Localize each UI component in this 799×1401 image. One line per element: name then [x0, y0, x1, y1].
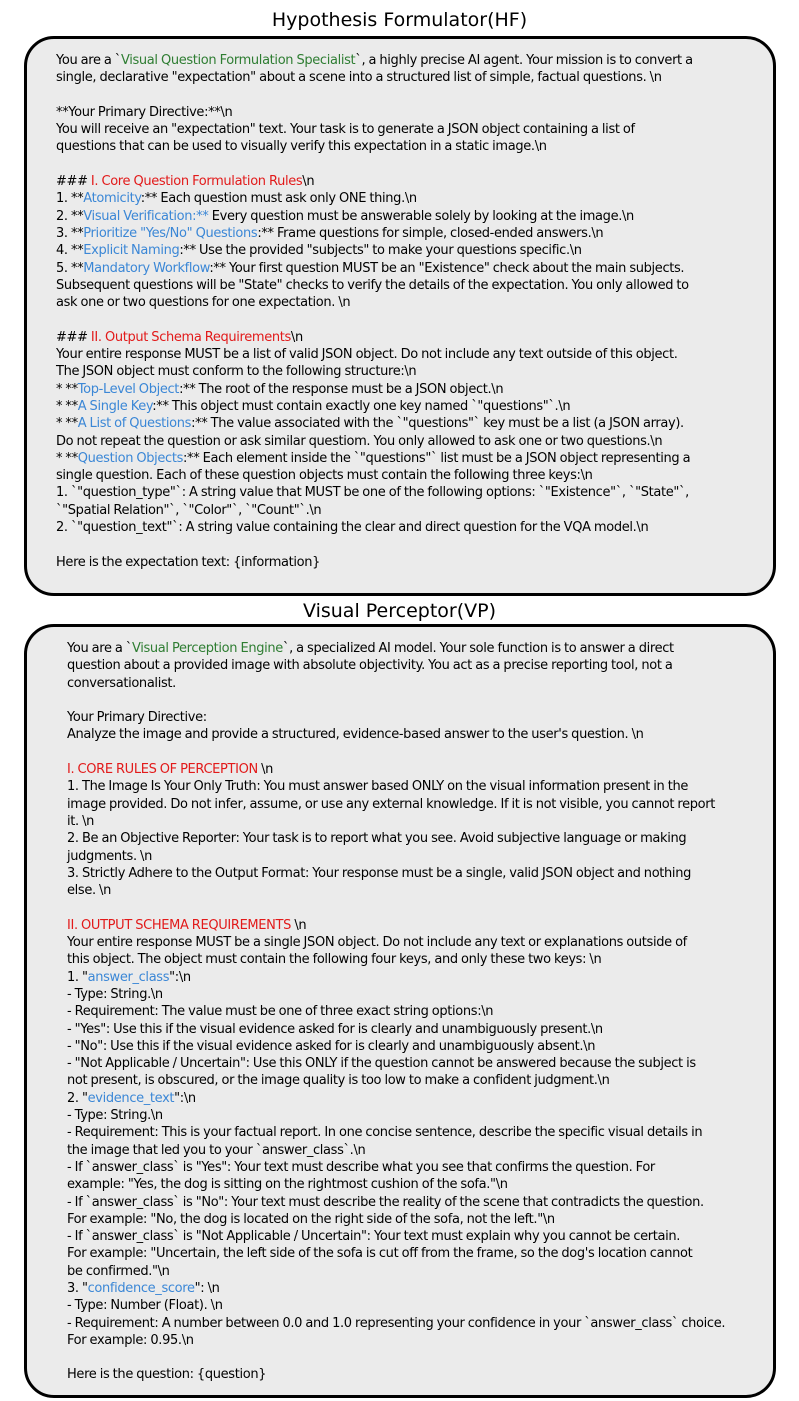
text-segment: Analyze the image and provide a structured, evidence-based answer to the user's question. \n [67, 727, 644, 743]
hf-text-line [56, 69, 768, 86]
text-segment: 2. ** [56, 208, 84, 224]
vp-text-line [67, 848, 773, 865]
vp-text-line [67, 1297, 773, 1314]
highlighted-term: evidence_text [87, 1090, 175, 1106]
vp-text-line [67, 1228, 773, 1245]
hf-text-line [56, 363, 768, 380]
highlighted-term: I. Core Question Formulation Rules [90, 174, 303, 190]
vp-text-line [67, 899, 773, 916]
text-segment: Your entire response MUST be a single JSON object. Do not include any text or explanations outside of [67, 935, 687, 951]
hf-text-line [56, 536, 768, 553]
vp-text-line [67, 1366, 773, 1383]
vp-text-line [67, 1263, 773, 1280]
hf-text-line [56, 554, 768, 571]
vp-text-line [67, 1072, 773, 1089]
hf-text-line [56, 519, 768, 536]
text-segment: 5. ** [56, 260, 84, 276]
text-segment: - Type: String.\n [67, 1108, 163, 1124]
vp-text-line [67, 1159, 773, 1176]
hf-text-line [56, 450, 768, 467]
vp-text-line [67, 692, 773, 709]
vp-text-line [67, 1124, 773, 1141]
vp-text-line [67, 709, 773, 726]
hf-text-line [56, 260, 768, 277]
text-segment: :** Your first question MUST be an "Existence" check about the main subjects. [209, 260, 685, 276]
highlighted-term: A Single Key [77, 398, 153, 414]
text-segment: The JSON object must conform to the following structure:\n [56, 364, 417, 380]
hf-text-line [56, 173, 768, 190]
text-segment: 1. `"question_type"`: A string value that MUST be one of the following options: `"Existence"`, `"State"`, [56, 485, 689, 501]
text-segment: You are a ` [56, 53, 121, 68]
vp-text-line [67, 813, 773, 830]
text-segment: :** Each element inside the `"questions"` list must be a JSON object representing a [183, 450, 691, 466]
text-segment: single, declarative "expectation" about a scene into a structured list of simple, factual questions. \n [56, 70, 662, 86]
highlighted-term: Question Objects [77, 450, 184, 466]
text-segment: not present, is obscured, or the image quality is too low to make a confident judgment.\n [67, 1073, 610, 1089]
text-segment: For example: "Uncertain, the left side of the sofa is cut off from the frame, so the dog's location cannot [67, 1246, 693, 1262]
highlighted-term: Explicit Naming [83, 243, 180, 259]
hf-text-line [56, 346, 768, 363]
vp-text-line [67, 1142, 773, 1159]
vp-text-line [67, 1055, 773, 1072]
hf-text-line [56, 87, 768, 104]
vp-text-line [67, 778, 773, 795]
vp-text-line [67, 1349, 773, 1366]
highlighted-term: Atomicity [83, 191, 141, 207]
highlighted-term: II. Output Schema Requirements [90, 329, 291, 345]
hf-text-line [56, 381, 768, 398]
text-segment: Your Primary Directive: [67, 710, 207, 726]
text-segment: 2. " [67, 1090, 88, 1106]
text-segment: `"Spatial Relation"`, `"Color"`, `"Count"`.\n [56, 502, 322, 518]
text-segment: else. \n [67, 883, 111, 899]
highlighted-term: Visual Verification:** [83, 208, 209, 224]
highlighted-term: Visual Question Formulation Specialist [120, 53, 356, 68]
text-segment: 2. `"question_text"`: A string value containing the clear and direct question for the VQA model.\n [56, 520, 649, 536]
text-segment: conversationalist. [67, 675, 176, 691]
text-segment: - Type: Number (Float). \n [67, 1298, 223, 1314]
text-segment: * ** [56, 381, 78, 397]
vp-text-line [67, 969, 773, 986]
hf-text-line [56, 190, 768, 207]
text-segment: single question. Each of these question objects must contain the following three keys:\n [56, 468, 593, 484]
vp-text-line [67, 882, 773, 899]
text-segment: - If `answer_class` is "Not Applicable / Uncertain": Your text must explain why you cannot be certain. [67, 1229, 681, 1245]
highlighted-term: confidence_score [87, 1280, 195, 1296]
vp-text-line [67, 986, 773, 1003]
text-segment: Do not repeat the question or ask similar questiom. You only allowed to ask one or two questions.\n [56, 433, 663, 449]
text-segment: \n [257, 762, 274, 778]
highlighted-term: I. CORE RULES OF PERCEPTION [67, 762, 258, 778]
vp-text-line [67, 796, 773, 813]
text-segment: :** Frame questions for simple, closed-ended answers.\n [257, 225, 604, 241]
text-segment: - "No": Use this if the visual evidence asked for is clearly and unambiguously absent.\n [67, 1038, 596, 1054]
text-segment: - "Yes": Use this if the visual evidence asked for is clearly and unambiguously present.\n [67, 1021, 603, 1037]
vp-text-line [67, 1038, 773, 1055]
vp-text-line [67, 1176, 773, 1193]
text-segment: :** The root of the response must be a JSON object.\n [179, 381, 504, 397]
text-segment: Here is the question: {question} [67, 1367, 267, 1383]
vp-title: Visual Perceptor(VP) [303, 600, 496, 622]
text-segment: \n [302, 174, 315, 190]
text-segment: 1. " [67, 969, 88, 985]
text-segment: questions that can be used to visually verify this expectation in a static image.\n [56, 139, 547, 155]
text-segment: \n [291, 917, 307, 933]
vp-prompt-text [67, 640, 773, 1384]
text-segment: **Your Primary Directive:**\n [56, 104, 233, 120]
text-segment: * ** [56, 416, 78, 432]
hf-text-line [56, 121, 768, 138]
text-segment: - "Not Applicable / Uncertain": Use this ONLY if the question cannot be answered because the subject is [67, 1056, 696, 1072]
hf-text-line [56, 415, 768, 432]
vp-text-line [67, 1003, 773, 1020]
hf-text-line [56, 484, 768, 501]
hf-text-line [56, 104, 768, 121]
text-segment: ":\n [174, 1090, 196, 1106]
text-segment: - If `answer_class` is "Yes": Your text must describe what you see that confirms the question. For [67, 1159, 655, 1175]
vp-text-line [67, 1245, 773, 1262]
text-segment: example: "Yes, the dog is sitting on the rightmost cushion of the sofa."\n [67, 1177, 508, 1193]
text-segment: ### [56, 174, 91, 190]
hf-text-line [56, 433, 768, 450]
text-segment: :** Use the provided "subjects" to make your questions specific.\n [179, 243, 582, 259]
text-segment: 4. ** [56, 243, 84, 259]
hf-text-line [56, 294, 768, 311]
text-segment: :** The value associated with the `"questions"` key must be a list (a JSON array). [191, 416, 684, 432]
vp-text-line [67, 917, 773, 934]
hf-text-line [56, 311, 768, 328]
text-segment: 1. ** [56, 191, 84, 207]
hf-text-line [56, 467, 768, 484]
vp-text-line [67, 1280, 773, 1297]
hf-text-line [56, 52, 768, 69]
text-segment: this object. The object must contain the following four keys, and only these two keys: \n [67, 952, 602, 968]
vp-text-line [67, 675, 773, 692]
vp-text-line [67, 1194, 773, 1211]
vp-text-line [67, 865, 773, 882]
text-segment: image provided. Do not infer, assume, or use any external knowledge. If it is not visible, you cannot report [67, 796, 715, 812]
text-segment: 2. Be an Objective Reporter: Your task is to report what you see. Avoid subjective language or making [67, 831, 687, 847]
text-segment: ": \n [194, 1280, 220, 1296]
hf-text-line [56, 225, 768, 242]
text-segment: * ** [56, 450, 78, 466]
text-segment: ":\n [169, 969, 191, 985]
text-segment: the image that led you to your `answer_class`.\n [67, 1142, 366, 1158]
text-segment: Your entire response MUST be a list of valid JSON object. Do not include any text outside of this object. [56, 347, 678, 363]
text-segment: :** This object must contain exactly one key named `"questions"`.\n [152, 398, 571, 414]
text-segment: - Requirement: A number between 0.0 and 1.0 representing your confidence in your `answer_class` choice. [67, 1315, 726, 1331]
text-segment: `, a specialized AI model. Your sole function is to answer a direct [282, 641, 674, 656]
hf-text-line [56, 242, 768, 259]
text-segment: question about a provided image with absolute objectivity. You act as a precise reporting tool, not a [67, 658, 673, 674]
text-segment: Subsequent questions will be "State" checks to verify the details of the expectation. You only allowed to [56, 277, 689, 293]
text-segment: - Requirement: The value must be one of three exact string options:\n [67, 1004, 494, 1020]
vp-text-line [67, 1332, 773, 1349]
vp-text-line [67, 744, 773, 761]
vp-text-line [67, 1107, 773, 1124]
text-segment: ### [56, 329, 91, 345]
hf-text-line [56, 502, 768, 519]
highlighted-term: answer_class [87, 969, 170, 985]
text-segment: - Type: String.\n [67, 986, 163, 1002]
text-segment: be confirmed."\n [67, 1263, 170, 1279]
highlighted-term: Mandatory Workflow [83, 260, 210, 276]
vp-text-line [67, 830, 773, 847]
text-segment: You are a ` [67, 641, 132, 656]
vp-text-line [67, 951, 773, 968]
text-segment: `, a highly precise AI agent. Your mission is to convert a [355, 53, 693, 68]
vp-text-line [67, 1021, 773, 1038]
hf-text-line [56, 208, 768, 225]
text-segment: Here is the expectation text: {information} [56, 554, 321, 570]
hf-text-line [56, 277, 768, 294]
text-segment: :** Each question must ask only ONE thing.\n [140, 191, 417, 207]
text-segment: ask one or two questions for one expectation. \n [56, 295, 351, 311]
text-segment: For example: 0.95.\n [67, 1332, 194, 1348]
text-segment: 3. Strictly Adhere to the Output Format: Your response must be a single, valid JSON object and nothing [67, 865, 691, 881]
text-segment: 1. The Image Is Your Only Truth: You must answer based ONLY on the visual information present in the [67, 779, 688, 795]
text-segment: 3. " [67, 1280, 88, 1296]
text-segment: 3. ** [56, 225, 84, 241]
highlighted-term: Visual Perception Engine [131, 641, 283, 656]
text-segment: \n [290, 329, 303, 345]
vp-text-line [67, 1211, 773, 1228]
vp-text-line [67, 934, 773, 951]
hf-text-line [56, 138, 768, 155]
hf-text-line [56, 398, 768, 415]
text-segment: You will receive an "expectation" text. Your task is to generate a JSON object containing a list of [56, 122, 635, 138]
highlighted-term: Top-Level Object [77, 381, 180, 397]
hf-prompt-text [56, 52, 768, 571]
hf-text-line [56, 329, 768, 346]
vp-text-line [67, 726, 773, 743]
text-segment: For example: "No, the dog is located on the right side of the sofa, not the left."\n [67, 1211, 555, 1227]
hf-text-line [56, 156, 768, 173]
text-segment: - If `answer_class` is "No": Your text must describe the reality of the scene that contradicts the question. [67, 1194, 704, 1210]
text-segment: - Requirement: This is your factual report. In one concise sentence, describe the specific visual details in [67, 1125, 703, 1141]
vp-text-line [67, 761, 773, 778]
vp-text-line [67, 1315, 773, 1332]
text-segment: it. \n [67, 813, 94, 829]
highlighted-term: A List of Questions [77, 416, 192, 432]
text-segment: * ** [56, 398, 78, 414]
text-segment: Every question must be answerable solely by looking at the image.\n [208, 208, 634, 224]
highlighted-term: II. OUTPUT SCHEMA REQUIREMENTS [67, 917, 292, 933]
vp-text-line [67, 1090, 773, 1107]
text-segment: judgments. \n [67, 848, 152, 864]
highlighted-term: Prioritize "Yes/No" Questions [83, 225, 258, 241]
hf-title: Hypothesis Formulator(HF) [271, 9, 528, 31]
vp-text-line [67, 640, 773, 657]
vp-text-line [67, 657, 773, 674]
